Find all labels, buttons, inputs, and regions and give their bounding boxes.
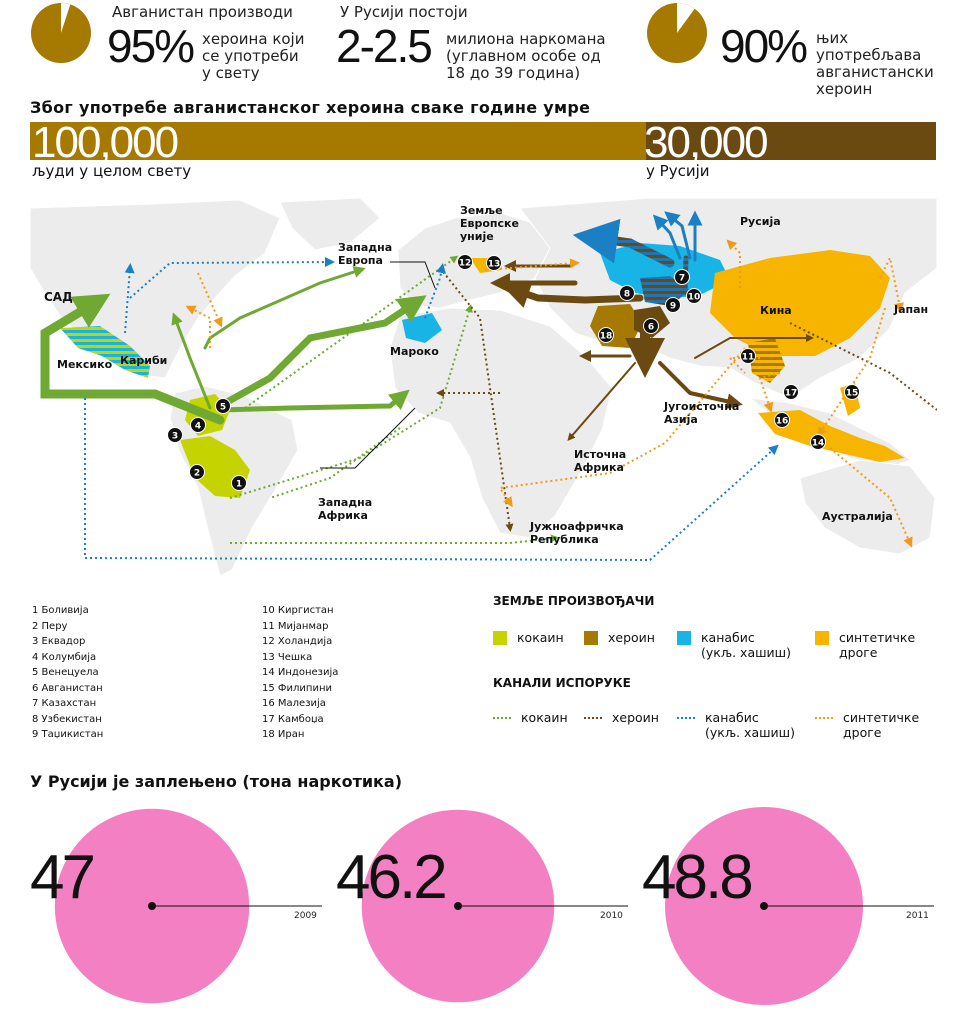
cocaine-swatch [493,631,507,645]
synthetic-swatch [815,631,829,645]
svg-text:6: 6 [647,322,655,333]
svg-text:7: 7 [678,273,686,284]
seized-year-2011: 2011 [906,911,929,921]
svg-text:11: 11 [741,352,755,363]
stat2-value: 2-2.5 [336,20,431,72]
marker-7 [675,270,690,285]
world-deaths-label: људи у целом свету [32,162,192,180]
seized-dot-2010 [454,902,462,910]
marker-1 [232,476,247,491]
svg-text:5: 5 [219,402,227,413]
legend-heroin-producer: хероин [584,630,655,645]
deaths-headline: Због употребе авганистанског хероина сваке године умре [30,98,591,117]
marker-5 [216,399,231,414]
marker-18 [599,328,614,343]
label-south-africa: Јужноафричка Република [530,520,624,546]
north-america [30,200,280,378]
legend-heroin-channel: хероин [584,710,659,725]
seized-year-2009: 2009 [294,911,317,921]
label-china: Кина [760,304,792,317]
seized-value-2009: 47 [30,843,93,912]
seized-dot-2009 [148,902,156,910]
synthetic-line-swatch [815,717,833,719]
seized-dot-2011 [760,902,768,910]
marker-12 [458,255,473,270]
legend-cannabis-producer: канабис (укљ. хашиш) [677,630,791,660]
marker-14 [811,435,826,450]
stat3-caption-side: њих употребљава авганистански хероин [816,29,934,98]
svg-text:1: 1 [235,479,243,490]
legend-synthetic-channel: синтетичке дроге [815,710,919,740]
stat1-caption-side: хероина који се употреби у свету [202,30,305,82]
seized-year-2010: 2010 [600,911,623,921]
stat1-caption-top: Авганистан производи [112,3,293,21]
marker-4 [191,418,206,433]
producers-legend-title: ЗЕМЉЕ ПРОИЗВОЂАЧИ [493,594,655,608]
svg-text:14: 14 [811,438,825,449]
heroin-share-pie [30,2,92,64]
svg-text:4: 4 [194,421,202,432]
marker-3 [168,428,183,443]
marker-8 [620,286,635,301]
seized-chart [0,795,962,1024]
label-caribbean: Кариби [120,354,168,367]
country-list-col2: 10 Киргистан 11 Мијанмар 12 Холандија 13 Чешка 14 Индонезија 15 Филипини 16 Малезија 17 Камбоџа 18 Иран [262,605,339,740]
label-usa: САД [44,290,73,304]
marker-2 [190,465,205,480]
channels-legend-title: КАНАЛИ ИСПОРУКЕ [493,676,631,690]
heroin-line-swatch [584,717,602,719]
seized-value-2011: 48.8 [642,843,751,912]
seized-value-2010: 46.2 [336,843,445,912]
svg-text:3: 3 [171,431,179,442]
marker-6 [644,319,659,334]
heroin-swatch [584,631,598,645]
marker-15 [845,385,860,400]
marker-17 [784,385,799,400]
label-eu: Земље Европске уније [460,204,519,243]
world-deaths-value: 100,000 [32,118,178,167]
svg-text:15: 15 [845,388,859,399]
stat2-caption-top: У Русији постоји [340,3,468,21]
australia [800,460,935,554]
marker-10 [687,289,702,304]
label-mexico: Мексико [57,358,113,371]
svg-text:9: 9 [669,301,677,312]
svg-text:16: 16 [775,416,789,427]
seized-chart-title: У Русији је заплењено (тона наркотика) [30,772,403,791]
russia-deaths-label: у Русији [646,162,710,180]
legend-cannabis-channel: канабис (укљ. хашиш) [677,710,795,740]
svg-text:17: 17 [784,388,798,399]
label-west-europe: Западна Европа [338,241,393,267]
cocaine-line-swatch [493,717,511,719]
marker-9 [666,298,681,313]
svg-text:12: 12 [458,258,472,269]
label-russia: Русија [740,215,781,228]
svg-text:10: 10 [687,292,701,303]
legend-cocaine-producer: кокаин [493,630,564,645]
label-se-asia: Југоисточна Азија [664,400,740,426]
label-australia: Аустралија [822,510,893,523]
svg-text:2: 2 [193,468,201,479]
svg-text:13: 13 [487,259,501,270]
country-list-col1: 1 Боливија 2 Перу 3 Еквадор 4 Колумбија 5 Венецуела 6 Авганистан 7 Казахстан 8 Узбекистан 9 Таџикистан [32,605,104,740]
stat2-caption-side: милиона наркомана (углавном особе од 18 до 39 година) [446,30,606,82]
marker-13 [487,256,502,271]
label-morocco: Мароко [390,345,439,358]
russia-deaths-value: 30,000 [644,118,767,167]
afghan-heroin-pie [646,2,708,64]
label-east-africa: Источна Африка [574,448,627,474]
stat3-value: 90% [720,20,807,72]
stat1-value: 95% [107,20,194,72]
svg-text:8: 8 [623,289,631,300]
marker-16 [775,413,790,428]
marker-11 [741,349,756,364]
svg-text:18: 18 [599,331,613,342]
world-drug-map [30,198,937,578]
cannabis-line-swatch [677,717,695,719]
label-west-africa: Западна Африка [318,496,373,522]
cannabis-swatch [677,631,691,645]
legend-synthetic-producer: синтетичке дроге [815,630,915,660]
legend-cocaine-channel: кокаин [493,710,568,725]
label-japan: Јапан [894,303,929,316]
